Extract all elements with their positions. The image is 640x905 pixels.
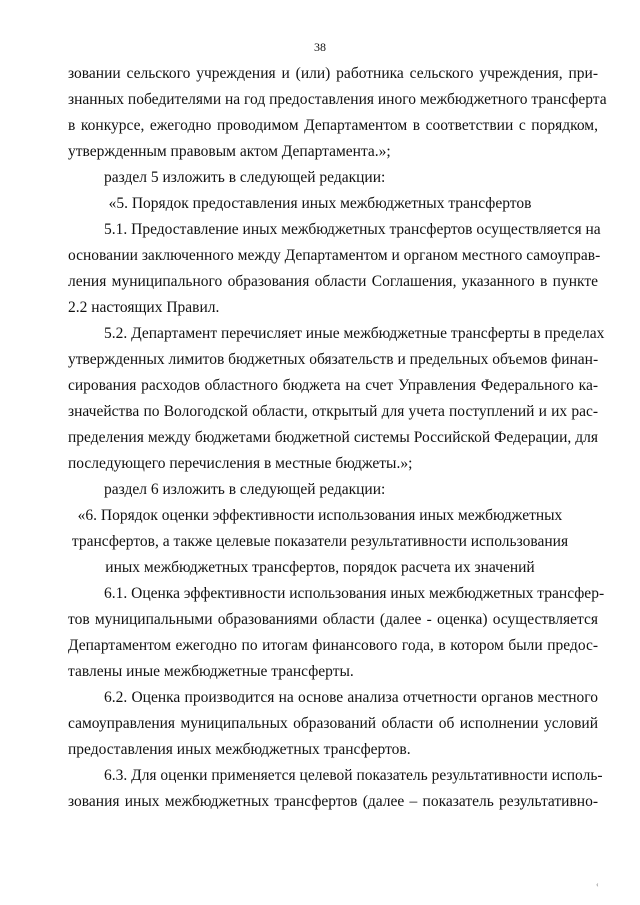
text-line: 5.1. Предоставление иных межбюджетных трансфертов осуществляется на bbox=[104, 221, 601, 238]
text-line: основании заключенного между Департаментом и органом местного самоуправ- bbox=[68, 247, 601, 264]
text-line: 2.2 настоящих Правил. bbox=[68, 299, 220, 316]
page-number: 38 bbox=[314, 40, 326, 54]
text-line: сирования расходов областного бюджета на счет Управления Федерального ка- bbox=[68, 377, 598, 394]
text-line: в конкурсе, ежегодно проводимом Департаментом в соответствии с порядком, bbox=[68, 117, 598, 134]
text-line: 6.2. Оценка производится на основе анализа отчетности органов местного bbox=[104, 689, 598, 706]
text-line: тавлены иные межбюджетные трансферты. bbox=[68, 663, 354, 680]
text-line: пределения между бюджетами бюджетной системы Российской Федерации, для bbox=[68, 429, 598, 446]
text-line: последующего перечисления в местные бюджеты.»; bbox=[68, 455, 413, 472]
section-heading-6: иных межбюджетных трансфертов, порядок расчета их значений bbox=[105, 559, 535, 576]
text-line: ления муниципального образования области Соглашения, указанного в пункте bbox=[68, 273, 598, 290]
section-heading-5: «5. Порядок предоставления иных межбюджетных трансфертов bbox=[108, 195, 532, 212]
text-line: зовании сельского учреждения и (или) работника сельского учреждения, при- bbox=[68, 65, 598, 82]
text-line: Департаментом ежегодно по итогам финансового года, в котором были предос- bbox=[68, 637, 598, 654]
text-line: 6.1. Оценка эффективности использования иных межбюджетных трансфер- bbox=[104, 585, 605, 602]
text-line: раздел 5 изложить в следующей редакции: bbox=[104, 169, 386, 186]
text-line: утвержденным правовым актом Департамента.»; bbox=[68, 143, 391, 160]
section-heading-6: трансфертов, а также целевые показатели результативности использования bbox=[71, 533, 569, 550]
text-line: предоставления иных межбюджетных трансфертов. bbox=[68, 741, 411, 758]
section-heading-6: «6. Порядок оценки эффективности использования иных межбюджетных bbox=[77, 507, 563, 524]
text-line: знанных победителями на год предоставления иного межбюджетного трансферта bbox=[68, 91, 607, 108]
corner-mark: ‹ bbox=[596, 880, 599, 889]
text-line: значейства по Вологодской области, открытый для учета поступлений и их рас- bbox=[68, 403, 598, 420]
text-line: 5.2. Департамент перечисляет иные межбюджетные трансферты в пределах bbox=[104, 325, 605, 342]
text-line: самоуправления муниципальных образований области об исполнении условий bbox=[68, 715, 598, 732]
text-line: раздел 6 изложить в следующей редакции: bbox=[104, 481, 386, 498]
text-line: зования иных межбюджетных трансфертов (далее – показатель результативно- bbox=[68, 793, 598, 810]
text-line: 6.3. Для оценки применяется целевой показатель результативности исполь- bbox=[104, 767, 603, 784]
text-line: тов муниципальными образованиями области (далее - оценка) осуществляется bbox=[68, 611, 598, 628]
text-line: утвержденных лимитов бюджетных обязательств и предельных объемов финан- bbox=[68, 351, 599, 368]
